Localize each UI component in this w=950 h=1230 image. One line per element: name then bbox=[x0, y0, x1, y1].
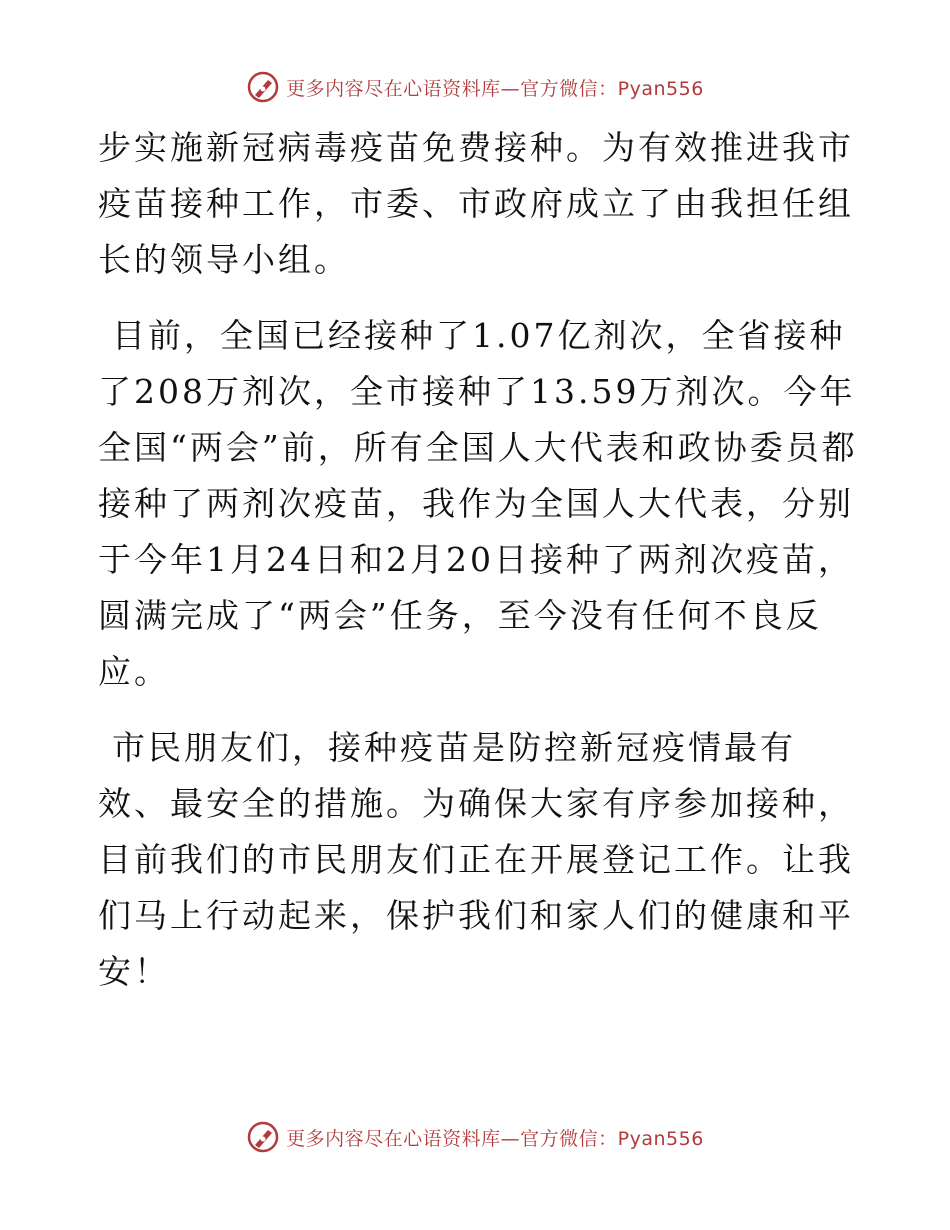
paragraph-1: 步实施新冠病毒疫苗免费接种。为有效推进我市疫苗接种工作，市委、市政府成立了由我担任组长的领导小组。 bbox=[98, 128, 854, 279]
watermark-text: 更多内容尽在心语资料库—官方微信：Pyan556 bbox=[286, 1127, 704, 1150]
watermark-text: 更多内容尽在心语资料库—官方微信：Pyan556 bbox=[286, 77, 704, 100]
pen-logo-icon bbox=[246, 70, 280, 104]
pen-logo-icon bbox=[246, 1120, 280, 1154]
footer-watermark bbox=[0, 1120, 950, 1154]
header-watermark bbox=[0, 70, 950, 104]
paragraph-2: 目前，全国已经接种了1.07亿剂次，全省接种了208万剂次，全市接种了13.59万剂次。今年全国“两会”前，所有全国人大代表和政协委员都接种了两剂次疫苗，我作为全国人大代表，分别于今年1月24日和2月20日接种了两剂次疫苗，圆满完成了“两会”任务，至今没有任何不良反应。 bbox=[98, 316, 858, 691]
paragraph-3: 市民朋友们，接种疫苗是防控新冠疫情最有效、最安全的措施。为确保大家有序参加接种，目前我们的市民朋友们正在开展登记工作。让我们马上行动起来，保护我们和家人们的健康和平安！ bbox=[98, 728, 854, 991]
document-body bbox=[98, 120, 858, 1020]
